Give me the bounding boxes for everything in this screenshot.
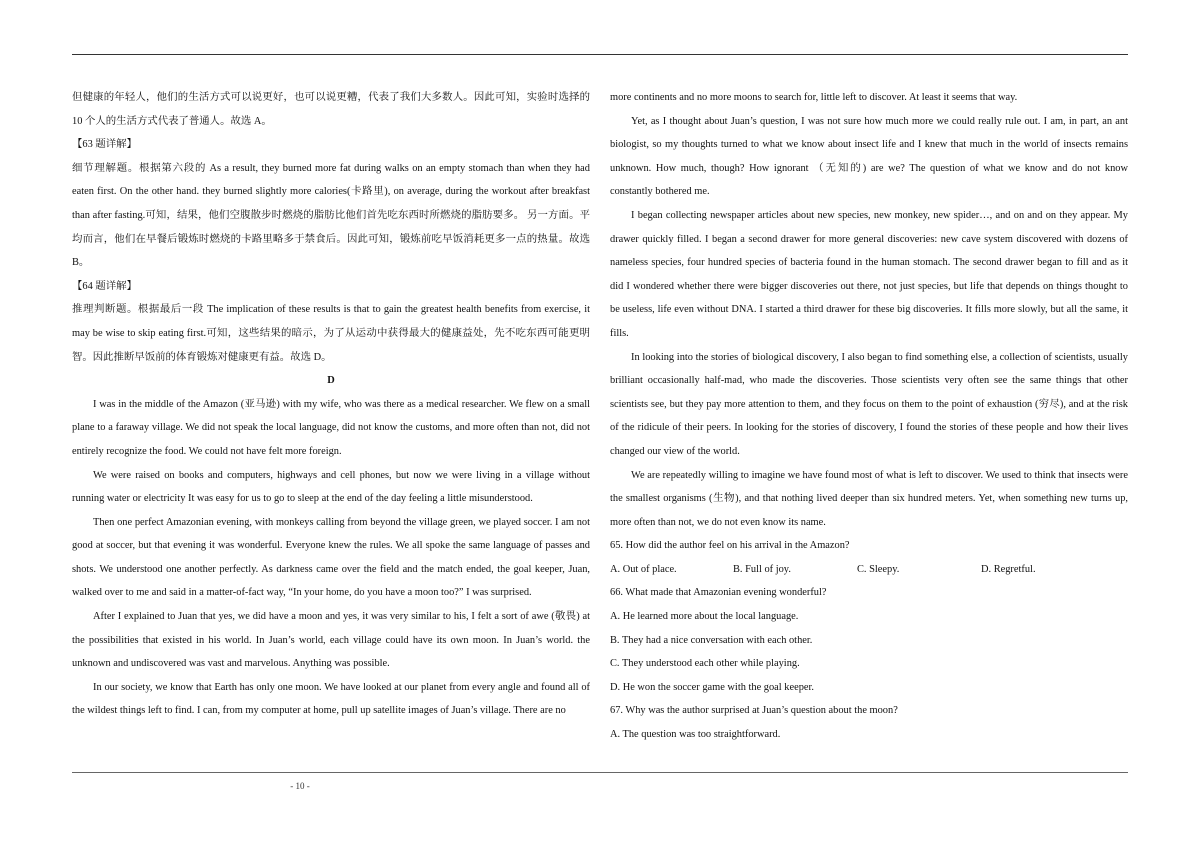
option-d: D. Regretful. — [981, 563, 1036, 575]
paragraph: I began collecting newspaper articles about new species, new monkey, new spider…, and on and on they appear. My drawer quickly filled. I began a second drawer for more general discoveries: new cave system discovered with dozens of nameless species, four hundred species of bacteria found in the human stomach. The second drawer began to fill and as it did I wondered whether there were bigger discoveries out there, not just species, but life that depends on things thought to be useless, life even without DNA. I started a third drawer for these big discoveries. It fills more slowly, but all the same, it fills. — [610, 209, 1128, 339]
section-heading-64: 【64 题详解】 — [72, 280, 137, 292]
paragraph: I was in the middle of the Amazon (亚马逊) with my wife, who was there as a medical researcher. We flew on a small plane to a faraway village. We did not speak the local language, did not know the customs, and more often than not, did not entirely recognize the food. We could not have felt more foreign. — [72, 398, 590, 457]
right-column — [610, 86, 1128, 747]
question-67: 67. Why was the author surprised at Juan’s question about the moon? — [610, 705, 898, 717]
paragraph: Then one perfect Amazonian evening, with monkeys calling from beyond the village green, we played soccer. I am not good at soccer, but that evening it was wonderful. Everyone knew the rules. We all spoke the same language of passes and shots. We understood one another perfectly. As darkness came over the field and the match ended, the goal keeper, Juan, walked over to me and said in a matter-of-fact way, “In your home, do you have a moon too?” I was surprised. — [72, 516, 590, 599]
option-a: A. The question was too straightforward. — [610, 729, 781, 741]
paragraph: Yet, as I thought about Juan’s question, I was not sure how much more we could really rule out. I am, in part, an ant biologist, so my thoughts turned to what we know about insect life and I knew that much in the world of insects remains unknown. How much, though? How ignorant （无知的) are we? The question of what we know and do not know constantly bothered me. — [610, 115, 1128, 198]
header-rule — [72, 54, 1128, 55]
option-a: A. He learned more about the local language. — [610, 611, 799, 623]
paragraph: 细节理解题。根据第六段的 As a result, they burned more fat during walks on an empty stomach than when they had eaten first. On the other hand. they burned slightly more calories(卡路里), on average, during the workout after breakfast than after fasting.可知，结果，他们空腹散步时燃烧的脂肪比他们首先吃东西时所燃烧的脂肪要多。 另一方面。平均而言，他们在早餐后锻炼时燃烧的卡路里略多于禁食后。因此可知，锻炼前吃早饭消耗更多一点的热量。故选 B。 — [72, 162, 590, 269]
left-column — [72, 86, 590, 723]
paragraph: We are repeatedly willing to imagine we have found most of what is left to discover. We used to think that insects were the smallest organisms (生物), and that nothing lived deeper than six hundred meters. Yet, when something new turns up, more often than not, we do not even know its name. — [610, 469, 1128, 528]
option-a: A. Out of place. — [610, 563, 677, 575]
paragraph: 但健康的年轻人，他们的生活方式可以说更好，也可以说更糟，代表了我们大多数人。因此可知，实验时选择的 10 个人的生活方式代表了普通人。故选 A。 — [72, 92, 590, 127]
paragraph: After I explained to Juan that yes, we did have a moon and yes, it was very similar to his, I felt a sort of awe (敬畏) at the possibilities that existed in his world. In Juan’s world, each village could have its own moon. In Juan’s world. the unknown and undiscovered was vast and marvelous. Anything was possible. — [72, 611, 590, 670]
question-65-options — [610, 558, 1128, 582]
section-heading-63: 【63 题详解】 — [72, 139, 137, 151]
footer-rule — [72, 772, 1128, 773]
question-65: 65. How did the author feel on his arrival in the Amazon? — [610, 540, 850, 552]
paragraph: more continents and no more moons to search for, little left to discover. At least it seems that way. — [610, 92, 1018, 103]
option-c: C. They understood each other while playing. — [610, 658, 800, 670]
option-d: D. He won the soccer game with the goal keeper. — [610, 681, 814, 693]
paragraph: In our society, we know that Earth has only one moon. We have looked at our planet from every angle and found all of the wildest things left to find. I can, from my computer at home, pull up satellite images of Juan’s village. There are no — [72, 681, 590, 717]
paragraph: We were raised on books and computers, highways and cell phones, but now we were living in a village without running water or electricity It was easy for us to go to sleep at the end of the day feeling a little misunderstood. — [72, 469, 590, 505]
paragraph: 推理判断题。根据最后一段 The implication of these results is that to gain the greatest health benefits from exercise, it may be wise to skip eating first.可知，这些结果的暗示，为了从运动中获得最大的健康益处，先不吃东西可能更明智。因此推断早饭前的体育锻炼对健康更有益。故选 D。 — [72, 304, 590, 363]
question-66: 66. What made that Amazonian evening wonderful? — [610, 587, 827, 599]
passage-title: D — [327, 375, 335, 387]
page-number: - 10 - — [290, 781, 310, 791]
option-b: B. Full of joy. — [733, 563, 791, 575]
paragraph: In looking into the stories of biological discovery, I also began to find something else, a collection of scientists, usually brilliant occasionally half-mad, who made the discoveries. Those scientists very often see the same things that other scientists see, but they pay more attention to them, and they focus on them to the point of exhaustion (穷尽), and at the risk of the ridicule of their peers. In looking for the stories of discovery, I found the stories of these people and how their lives changed our view of the world. — [610, 351, 1128, 457]
option-b: B. They had a nice conversation with each other. — [610, 634, 813, 646]
option-c: C. Sleepy. — [857, 563, 900, 575]
